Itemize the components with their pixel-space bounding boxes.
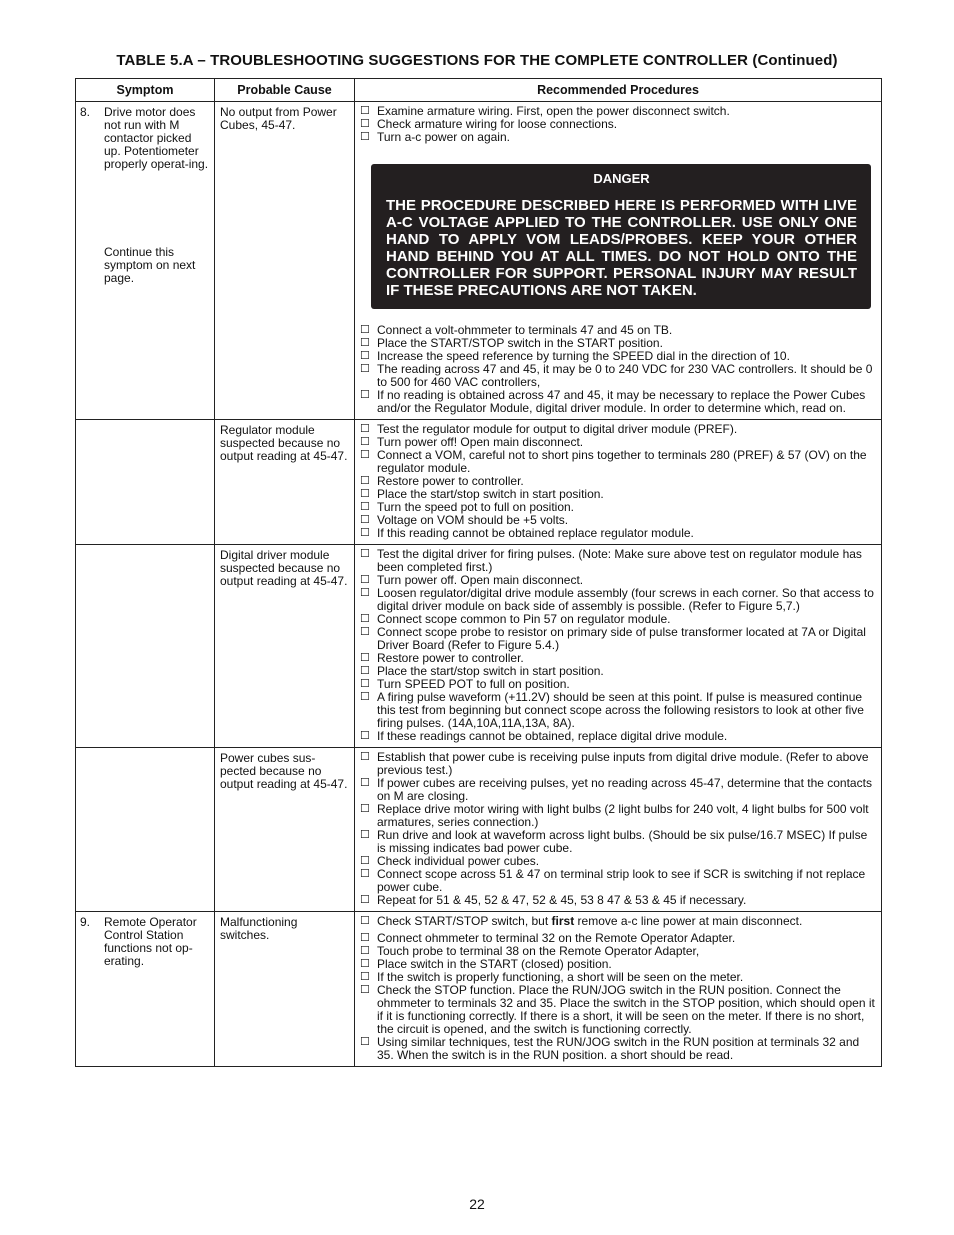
continue-note: Continue this symptom on next page.	[104, 245, 196, 285]
procedure-cell	[355, 748, 882, 912]
header-procedures: Recommended Procedures	[355, 79, 882, 102]
checkbox-icon: ☐	[360, 488, 370, 500]
procedure-cell	[355, 102, 882, 420]
procedure-step	[360, 587, 875, 613]
cause-cell	[215, 545, 355, 748]
troubleshooting-table	[75, 78, 882, 1067]
procedure-step	[360, 984, 875, 1036]
step-text: Loosen regulator/digital drive module assembly (four screws in each corner. So that access to digital driver module on back side of assembly is possible. (Refer to Figure 5,7.)	[377, 586, 874, 613]
symptom-cell	[76, 748, 215, 912]
table-row	[76, 748, 882, 912]
procedure-step	[360, 1036, 875, 1062]
procedure-list	[355, 932, 881, 1066]
header-cause: Probable Cause	[215, 79, 355, 102]
step-text: Connect a volt-ohmmeter to terminals 47 and 45 on TB.	[377, 323, 673, 337]
checkbox-icon: ☐	[360, 1036, 370, 1048]
step-text: Replace drive motor wiring with light bulbs (2 light bulbs for 240 volt, 4 light bulbs for 500 volt armatures, series connection.)	[377, 802, 869, 829]
procedure-step	[360, 777, 875, 803]
checkbox-icon: ☐	[360, 894, 370, 906]
step-text: Check armature wiring for loose connections.	[377, 117, 618, 131]
procedure-step	[360, 751, 875, 777]
table-row	[76, 545, 882, 748]
step-text: Place the START/STOP switch in the START position.	[377, 336, 663, 350]
step-text: Connect scope probe to resistor on primary side of pulse transformer located at 7A or Digital Driver Board (Refer to Figure 5.4.)	[377, 625, 866, 652]
procedure-list	[355, 420, 881, 544]
procedure-step	[360, 626, 875, 652]
step-text: If no reading is obtained across 47 and 45, it may be necessary to replace the Power Cubes and/or the Regulator Module, digital driver module. In order to determine which, read on.	[377, 388, 866, 415]
checkbox-icon: ☐	[360, 514, 370, 526]
symptom-cell	[76, 545, 215, 748]
symptom-cell	[76, 912, 215, 1067]
checkbox-icon: ☐	[360, 945, 370, 957]
checkbox-icon: ☐	[360, 751, 370, 763]
step-text: Turn SPEED POT to full on position.	[377, 677, 570, 691]
step-text: A firing pulse waveform (+11.2V) should be seen at this point. If pulse is measured continue this test from beginning but connect scope across the following resistors to look at other five firing pulses. (14A,10A,11A,13A, 8A).	[377, 690, 864, 730]
step-text: Check START/STOP switch, but	[377, 914, 552, 928]
step-text: Increase the speed reference by turning the SPEED dial in the direction of 10.	[377, 349, 790, 363]
procedure-step	[360, 548, 875, 574]
checkbox-icon: ☐	[360, 324, 370, 336]
header-symptom: Symptom	[76, 79, 215, 102]
table-title: TABLE 5.A – TROUBLESHOOTING SUGGESTIONS FOR THE COMPLETE CONTROLLER (Continued)	[116, 52, 838, 69]
checkbox-icon: ☐	[360, 337, 370, 349]
symptom-number: 9.	[80, 915, 91, 929]
cause-cell	[215, 912, 355, 1067]
cause-text: Digital driver module suspected because no output reading at 45-47.	[220, 548, 348, 588]
checkbox-icon: ☐	[360, 691, 370, 703]
procedure-step	[360, 131, 875, 144]
step-text: The reading across 47 and 45, it may be 0 to 240 VDC for 230 VAC controllers. It should be 0 to 500 for 460 VAC controllers,	[377, 362, 873, 389]
checkbox-icon: ☐	[360, 574, 370, 586]
step-text: Restore power to controller.	[377, 474, 524, 488]
step-text: Connect scope common to Pin 57 on regulator module.	[377, 612, 671, 626]
step-text: Check individual power cubes.	[377, 854, 540, 868]
procedure-list	[355, 102, 881, 148]
checkbox-icon: ☐	[360, 501, 370, 513]
procedure-cell	[355, 912, 882, 1067]
procedure-step	[360, 868, 875, 894]
procedure-cell	[355, 545, 882, 748]
procedure-list	[355, 545, 881, 747]
step-text: If power cubes are receiving pulses, yet no reading across 45-47, determine that the contacts on M are closing.	[377, 776, 872, 803]
cause-text: Regulator module suspected because no output reading at 45-47.	[220, 423, 348, 463]
step-text: Turn power off! Open main disconnect.	[377, 435, 584, 449]
procedure-cell	[355, 420, 882, 545]
symptom-cell	[76, 420, 215, 545]
procedure-step	[360, 730, 875, 743]
checkbox-icon: ☐	[360, 118, 370, 130]
symptom-number: 8.	[80, 105, 91, 119]
checkbox-icon: ☐	[360, 652, 370, 664]
checkbox-icon: ☐	[360, 363, 370, 375]
checkbox-icon: ☐	[360, 730, 370, 742]
checkbox-icon: ☐	[360, 436, 370, 448]
checkbox-icon: ☐	[360, 777, 370, 789]
step-text: Repeat for 51 & 45, 52 & 47, 52 & 45, 53 8 47 & 53 & 45 if necessary.	[377, 893, 747, 907]
step-text: Examine armature wiring. First, open the power disconnect switch.	[377, 104, 730, 118]
step-text: Place the start/stop switch in start position.	[377, 664, 604, 678]
procedure-list	[355, 912, 881, 932]
step-emphasis: first	[551, 914, 575, 928]
danger-box	[371, 164, 871, 309]
checkbox-icon: ☐	[360, 475, 370, 487]
step-text: remove a-c line power at main disconnect.	[574, 914, 803, 928]
checkbox-icon: ☐	[360, 984, 370, 996]
cause-cell	[215, 102, 355, 420]
checkbox-icon: ☐	[360, 613, 370, 625]
danger-text: THE PROCEDURE DESCRIBED HERE IS PERFORMED WITH LIVE A-C VOLTAGE APPLIED TO THE CONTROLLER. USE ONLY ONE HAND TO APPLY VOM LEADS/PROBES. KEEP YOUR OTHER HAND BEHIND YOU AT ALL TIMES. DO NOT HOLD ONTO THE CONTROLLER FOR SUPPORT. PERSONAL INJURY MAY RESULT IF THESE PRECAUTIONS ARE NOT TAKEN.	[386, 197, 857, 299]
page-number: 22	[469, 1196, 485, 1212]
danger-heading: DANGER	[593, 171, 650, 186]
procedure-step	[360, 894, 875, 907]
checkbox-icon: ☐	[360, 958, 370, 970]
procedure-step	[360, 363, 875, 389]
cause-text: Malfunctioning switches.	[220, 915, 298, 942]
symptom-text: Drive motor does not run with M contactor picked up. Potentiometer properly operat-ing.	[104, 105, 209, 171]
checkbox-icon: ☐	[360, 131, 370, 143]
procedure-list	[355, 748, 881, 911]
checkbox-icon: ☐	[360, 868, 370, 880]
procedure-step	[360, 829, 875, 855]
checkbox-icon: ☐	[360, 423, 370, 435]
checkbox-icon: ☐	[360, 389, 370, 401]
step-text: Connect ohmmeter to terminal 32 on the Remote Operator Adapter.	[377, 931, 736, 945]
checkbox-icon: ☐	[360, 665, 370, 677]
step-text: Touch probe to terminal 38 on the Remote Operator Adapter,	[377, 944, 700, 958]
checkbox-icon: ☐	[360, 829, 370, 841]
step-text: If the switch is properly functioning, a short will be seen on the meter.	[377, 970, 744, 984]
procedure-step	[360, 449, 875, 475]
step-text: If these readings cannot be obtained, replace digital drive module.	[377, 729, 728, 743]
step-text: Test the regulator module for output to digital driver module (PREF).	[377, 422, 738, 436]
checkbox-icon: ☐	[360, 915, 370, 927]
checkbox-icon: ☐	[360, 527, 370, 539]
checkbox-icon: ☐	[360, 449, 370, 461]
symptom-cell	[76, 102, 215, 420]
checkbox-icon: ☐	[360, 932, 370, 944]
step-text: Voltage on VOM should be +5 volts.	[377, 513, 569, 527]
checkbox-icon: ☐	[360, 678, 370, 690]
checkbox-icon: ☐	[360, 548, 370, 560]
symptom-text: Remote Operator Control Station functions not op-erating.	[104, 915, 197, 968]
step-text: Establish that power cube is receiving pulse inputs from digital drive module. (Refer to above previous test.)	[377, 750, 869, 777]
procedure-step	[360, 915, 875, 928]
checkbox-icon: ☐	[360, 971, 370, 983]
table-row	[76, 102, 882, 420]
checkbox-icon: ☐	[360, 350, 370, 362]
checkbox-icon: ☐	[360, 803, 370, 815]
procedure-list	[355, 321, 881, 419]
procedure-step	[360, 691, 875, 730]
step-text: Test the digital driver for firing pulses. (Note: Make sure above test on regulator module has been completed first.)	[377, 547, 862, 574]
step-text: Connect scope across 51 & 47 on terminal strip look to see if SCR is switching if not replace power cube.	[377, 867, 866, 894]
step-text: Restore power to controller.	[377, 651, 524, 665]
step-text: If this reading cannot be obtained replace regulator module.	[377, 526, 694, 540]
step-text: Using similar techniques, test the RUN/JOG switch in the RUN position at terminals 32 and 35. When the switch is in the RUN position. a short should be read.	[377, 1035, 860, 1062]
checkbox-icon: ☐	[360, 626, 370, 638]
cause-cell	[215, 420, 355, 545]
step-text: Turn power off. Open main disconnect.	[377, 573, 584, 587]
step-text: Run drive and look at waveform across light bulbs. (Should be six pulse/16.7 MSEC) If pulse is missing indicates bad power cube.	[377, 828, 868, 855]
checkbox-icon: ☐	[360, 587, 370, 599]
table-row	[76, 912, 882, 1067]
step-text: Connect a VOM, careful not to short pins together to terminals 280 (PREF) & 57 (OV) on the regulator module.	[377, 448, 867, 475]
checkbox-icon: ☐	[360, 105, 370, 117]
header-row	[76, 79, 882, 102]
checkbox-icon: ☐	[360, 855, 370, 867]
step-text: Place the start/stop switch in start position.	[377, 487, 604, 501]
procedure-step	[360, 803, 875, 829]
step-text: Place switch in the START (closed) position.	[377, 957, 612, 971]
cause-cell	[215, 748, 355, 912]
procedure-step	[360, 389, 875, 415]
procedure-step	[360, 527, 875, 540]
cause-text: No output from Power Cubes, 45-47.	[220, 105, 337, 132]
table-row	[76, 420, 882, 545]
step-text: Turn a-c power on again.	[377, 130, 510, 144]
step-text: Check the STOP function. Place the RUN/JOG switch in the RUN position. Connect the ohmmeter to terminals 32 and 35. Place the switch in the STOP position, which should open it if it is functioning correctly. If there is a short, it will be seen on the meter. If there is no short, the circuit is opened, and the switch is functioning correctly.	[377, 983, 875, 1036]
cause-text: Power cubes sus-pected because no output reading at 45-47.	[220, 751, 348, 791]
step-text: Turn the speed pot to full on position.	[377, 500, 575, 514]
